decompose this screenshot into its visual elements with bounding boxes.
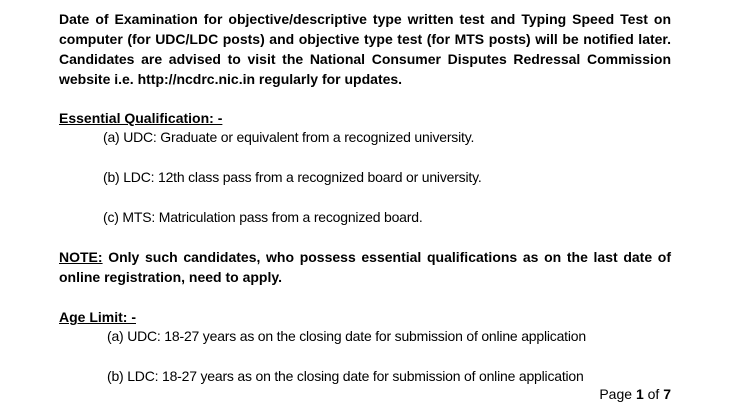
note-paragraph <box>59 247 671 287</box>
age-item-udc: (a) UDC: 18-27 years as on the closing date for submission of online application <box>107 328 586 344</box>
qualification-item-udc: (a) UDC: Graduate or equivalent from a recognized university. <box>103 129 475 145</box>
qualification-item-ldc: (b) LDC: 12th class pass from a recognized board or university. <box>103 169 482 185</box>
intro-paragraph: Date of Examination for objective/descriptive type written test and Typing Speed Test on computer (for UDC/LDC posts) and objective type test (for MTS posts) will be notified later. Candidates are advised to visit the National Consumer Disputes Redressal Commission website i.e. http://ncdrc.nic.in regularly for updates. <box>59 11 671 87</box>
qualification-heading: Essential Qualification: - <box>59 110 223 126</box>
page-prefix: Page <box>599 386 636 402</box>
age-item-ldc: (b) LDC: 18-27 years as on the closing date for submission of online application <box>107 368 584 384</box>
page-middle: of <box>643 386 664 402</box>
age-limit-heading: Age Limit: - <box>59 309 136 325</box>
qualification-item-mts: (c) MTS: Matriculation pass from a recognized board. <box>103 209 423 225</box>
note-label: NOTE: <box>59 249 103 265</box>
note-text: Only such candidates, who possess essential qualifications as on the last date of online registration, need to apply. <box>59 249 671 285</box>
page-current: 1 <box>635 386 644 402</box>
page-number <box>599 384 671 404</box>
page-total: 7 <box>663 386 671 402</box>
